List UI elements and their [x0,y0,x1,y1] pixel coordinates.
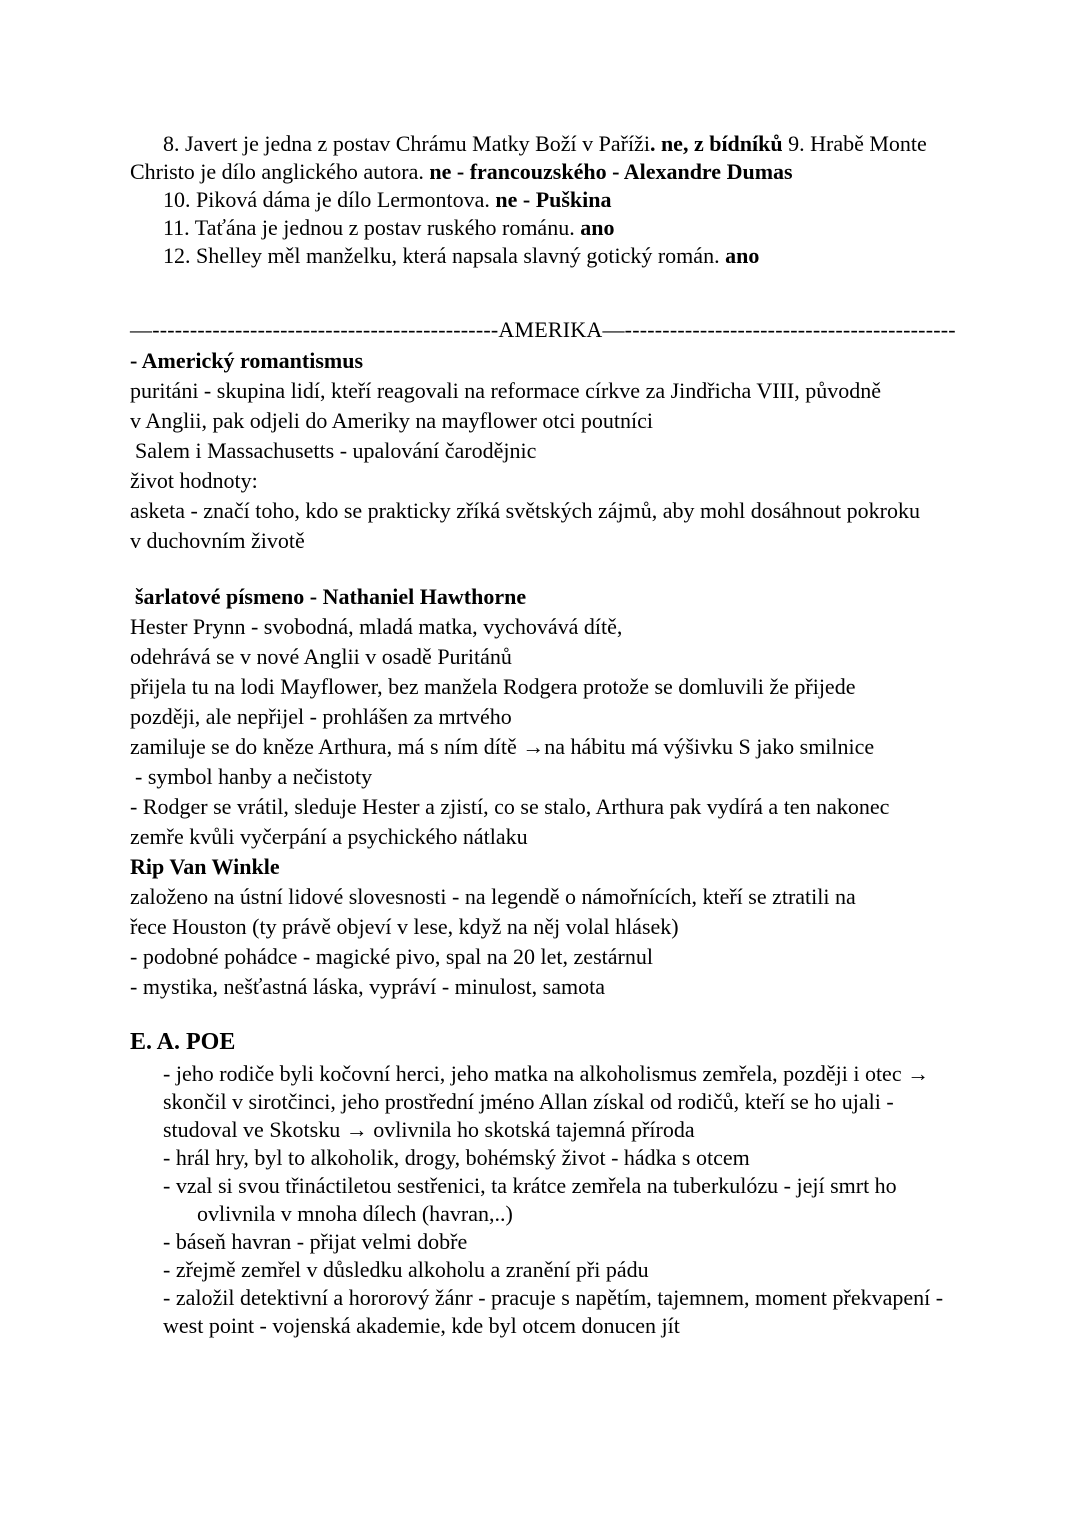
bold-text-run: ne - Puškina [495,187,612,212]
text-line [130,1144,1060,1172]
text-line [130,1312,1060,1340]
text-line [130,1256,1060,1284]
american-romanticism-section [130,346,1060,556]
text-line [130,1228,1060,1256]
amerika-divider [130,314,1060,346]
text-line [130,942,1060,972]
text-line [130,732,1060,762]
text-line [130,1060,1060,1088]
bold-text-run: šarlatové písmeno - Nathaniel Hawthorne [135,584,527,609]
text-run: 10. Piková dáma je dílo Lermontova. [163,187,496,212]
text-line [130,642,1060,672]
text-line [130,1116,1060,1144]
text-run: ovlivnila v mnoha dílech (havran,..) [197,1201,513,1226]
heading-rip-van-winkle [130,852,1060,882]
text-run: Salem i Massachusetts - upalování čarodějnic [135,438,537,463]
bold-text-run: ano [580,215,615,240]
text-run: zamiluje se do kněze Arthura, má s ním dítě →na hábitu má výšivku S jako smilnice [130,734,875,759]
text-run: - symbol hanby a nečistoty [135,764,373,789]
text-line [130,882,1060,912]
romanticism-quiz-answers [130,130,1060,270]
text-run: později, ale nepřijel - prohlášen za mrtvého [130,704,512,729]
text-run: založeno na ústní lidové slovesnosti - na legendě o námořnících, kteří se ztratili na [130,884,856,909]
text-run: 8. Javert je jedna z postav Chrámu Matky Boží v Paříži [163,131,650,156]
text-run: 11. Taťána je jednou z postav ruského románu. [163,215,581,240]
text-run: Hester Prynn - svobodná, mladá matka, vychovává dítě, [130,614,623,639]
heading-sarlatove-pismeno [130,582,1060,612]
text-line [130,672,1060,702]
bold-text-run: Rip Van Winkle [130,854,280,879]
heading-americky-romantismus [130,346,1060,376]
amerika-divider-line [130,314,1060,346]
text-run: odehrává se v nové Anglii v osadě Puritánů [130,644,512,669]
section-gap [130,270,1060,314]
text-line [130,1172,1060,1200]
text-run: v duchovním životě [130,528,305,553]
text-line [130,762,1060,792]
text-line [130,214,1060,242]
text-line [130,912,1060,942]
text-line [130,186,1060,214]
text-run: puritáni - skupina lidí, kteří reagovali na reformace církve za Jindřicha VIII, původně [130,378,881,403]
text-line [130,436,1060,466]
text-run: v Anglii, pak odjeli do Ameriky na mayflower otci poutníci [130,408,654,433]
text-line [130,702,1060,732]
text-run: - báseň havran - přijat velmi dobře [163,1229,468,1254]
text-line [130,496,1060,526]
text-line [130,1088,1060,1116]
text-line [130,822,1060,852]
bold-text-run: ne - francouzského - Alexandre Dumas [429,159,793,184]
text-run: - mystika, nešťastná láska, vypráví - minulost, samota [130,974,605,999]
text-run: west point - vojenská akademie, kde byl otcem donucen jít [163,1313,680,1338]
text-run: 9. Hrabě Monte [782,131,927,156]
bold-text-run: . ne, z bídníků [649,131,783,156]
bold-text-run: - Americký romantismus [130,348,364,373]
bold-text-run: E. A. POE [130,1029,236,1055]
text-run: přijela tu na lodi Mayflower, bez manžela Rodgera protože se domluvili že přijede [130,674,856,699]
text-run: 12. Shelley měl manželku, která napsala slavný gotický román. [163,243,726,268]
text-run: - vzal si svou třináctiletou sestřenici, ta krátce zemřela na tuberkulózu - její smrt ho [163,1173,897,1198]
heading-ea-poe [130,1024,1060,1060]
text-line [130,1200,1060,1228]
text-run: - Rodger se vrátil, sleduje Hester a zjistí, co se stalo, Arthura pak vydírá a ten nakonec [130,794,890,819]
text-run: Christo je dílo anglického autora. [130,159,430,184]
text-line [130,612,1060,642]
section-gap [130,556,1060,582]
text-line [130,466,1060,496]
poe-section-heading [130,1024,1060,1060]
hawthorne-irving-section [130,582,1060,1002]
text-run: asketa - značí toho, kdo se prakticky zříká světských zájmů, aby mohl dosáhnout pokroku [130,498,920,523]
section-gap [130,1002,1060,1024]
text-run: zemře kvůli vyčerpání a psychického nátlaku [130,824,528,849]
text-line [130,130,1060,158]
text-line [130,406,1060,436]
text-line [130,792,1060,822]
text-line [130,376,1060,406]
text-run: život hodnoty: [130,468,258,493]
text-line [130,242,1060,270]
text-line [130,526,1060,556]
text-run: - podobné pohádce - magické pivo, spal na 20 let, zestárnul [130,944,653,969]
bold-text-run: ano [725,243,760,268]
text-line [130,158,1060,186]
text-run: - jeho rodiče byli kočovní herci, jeho matka na alkoholismus zemřela, později i otec → [163,1061,930,1086]
text-run: řece Houston (ty právě objeví v lese, když na něj volal hlásek) [130,914,679,939]
text-run: skončil v sirotčinci, jeho prostřední jméno Allan získal od rodičů, kteří se ho ujali - [163,1089,894,1114]
text-line [130,1284,1060,1312]
text-run: —----------------------------------------------AMERIKA—-------------------------------------------- [130,317,956,342]
text-run: studoval ve Skotsku → ovlivnila ho skotská tajemná příroda [163,1117,695,1142]
text-line [130,972,1060,1002]
text-run: - zřejmě zemřel v důsledku alkoholu a zranění při pádu [163,1257,649,1282]
text-run: - založil detektivní a hororový žánr - pracuje s napětím, tajemnem, moment překvapení - [163,1285,944,1310]
poe-section [130,1060,1060,1340]
text-run: - hrál hry, byl to alkoholik, drogy, bohémský život - hádka s otcem [163,1145,750,1170]
